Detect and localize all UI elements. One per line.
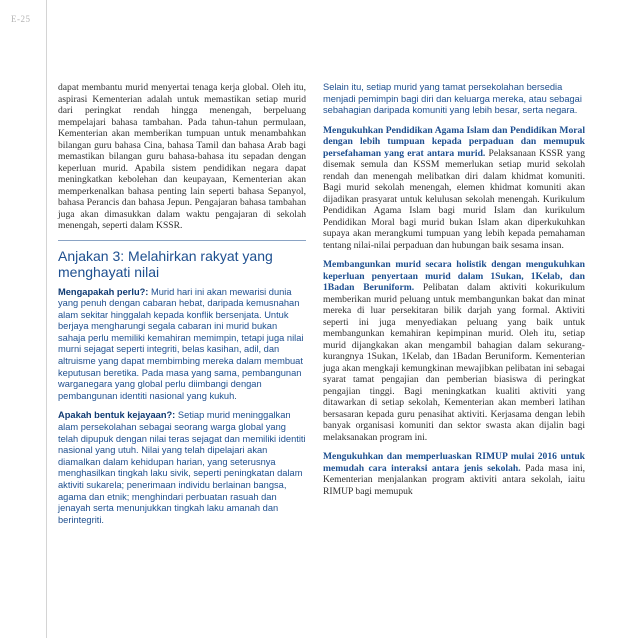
right-column <box>323 82 585 497</box>
left-column <box>58 82 306 526</box>
page-number: E-25 <box>11 14 31 24</box>
item1-text: Pelaksanaan KSSR yang disemak semula dan KSSM memerlukan setiap murid sekolah rendah dan menengah melibatkan diri dalam khidmat komuniti. Bagi murid sekolah menengah, elemen khidmat komuniti akan dijadikan prasyarat untuk kelulusan sekolah menengah. Kurikulum Pendidikan Agama Islam bagi murid Islam dan kurikulum Pendidikan Moral bagi murid bukan Islam akan diperkukuhkan supaya akan merangkumi tumpuan yang lebih kepada pemahaman tentang nilai-nilai perpaduan dan hubungan baik sesama insan. <box>323 147 585 251</box>
what-paragraph <box>58 410 306 526</box>
what-label: Apakah bentuk kejayaan?: <box>58 410 176 421</box>
intro-paragraph: dapat membantu murid menyertai tenaga kerja global. Oleh itu, aspirasi Kementerian adalah untuk memastikan setiap murid dari peringkat rendah hingga menengah, berpeluang mempelajari bahasa tambahan. Pada tahun-tahun permulaan, Kementerian akan memberikan tumpuan untuk menambahkan bilangan guru bahasa Cina, bahasa Tamil dan bahasa Arab bagi memastikan bilangan guru bahasa-bahasa itu sepadan dengan keperluan murid. Apabila sistem pendidikan negara dapat meningkatkan kebolehan dan keupayaan, Kementerian akan memperkenalkan bahasa penting lain seperti bahasa Sepanyol, bahasa Perancis dan bahasa Jepun. Pengajaran bahasa tambahan juga akan dimasukkan dalam waktu pengajaran di sekolah menengah, seperti dalam KSSR. <box>58 82 306 231</box>
item1-paragraph <box>323 125 585 252</box>
item1-heading: Mengukuhkan Pendidikan Agama Islam dan Pendidikan Moral dengan lebih tumpuan kepada perpaduan dan memupuk persefahaman yang erat antara murid. <box>323 124 585 159</box>
why-label: Mengapakah perlu?: <box>58 286 149 297</box>
item3-paragraph <box>323 451 585 497</box>
item3-heading: Mengukuhkan dan memperluaskan RIMUP mulai 2016 untuk memudah cara interaksi antara jenis sekolah. <box>323 451 585 474</box>
right-intro-paragraph: Selain itu, setiap murid yang tamat persekolahan bersedia menjadi pemimpin bagi diri dan keluarga mereka, atau sebagai sebahagian daripada komuniti yang lebih besar, serta negara. <box>323 82 582 116</box>
margin-rule <box>46 0 47 638</box>
item3-text: Pada masa ini, Kementerian menjalankan program aktiviti antara sekolah, iaitu RIMUP bagi memupuk <box>323 462 586 497</box>
why-paragraph <box>58 287 306 403</box>
section-heading: Anjakan 3: Melahirkan rakyat yang menghayati nilai <box>58 240 306 281</box>
item2-paragraph <box>323 259 585 443</box>
item2-text: Pelibatan dalam aktiviti kokurikulum memberikan murid peluang untuk membangunkan bakat dan minat mereka di luar persekitaran bilik darjah yang formal. Aktiviti seperti ini juga menyediakan peluang yang baik untuk membangunkan kemahiran kepimpinan murid. Oleh itu, setiap murid dijangkakan akan mengambil bahagian dalam sekurang-kurangnya 1Sukan, 1Kelab, dan 1Badan Beruniform. Kementerian juga akan mengkaji kemungkinan mewajibkan pelibatan ini sebagai syarat tamat pengajian dan pemberian biasiswa di peringkat pengajian tinggi. Bagi meningkatkan kualiti aktiviti yang ditawarkan di setiap sekolah, Kementerian akan memberi latihan bersasaran kepada guru penasihat aktiviti. Kerjasama dengan lebih banyak organisasi komuniti dan sektor swasta akan dijalin bagi melaksanakan program ini. <box>323 282 585 443</box>
what-text: Setiap murid meninggalkan alam persekolahan sebagai seorang warga global yang telah dipupuk dengan nilai teras sejagat dan memiliki identiti nasional yang utuh. Nilai yang telah dipelajari akan diamalkan dalam kehidupan harian, yang seterusnya menghasilkan tingkah laku sivik, seperti peningkatan dalam aktiviti sukarela; penerimaan individu berlainan bangsa, agama dan etnik; menghindari perbuatan rasuah dan jenayah serta menunjukkan tingkah laku amanah dan berintegriti. <box>58 410 306 525</box>
why-text: Murid hari ini akan mewarisi dunia yang penuh dengan cabaran hebat, daripada kemusnahan alam sekitar hinggalah kepada konflik bersenjata. Untuk berjaya mengharungi segala cabaran ini murid bukan sahaja perlu memiliki kemahiran memimpin, tetapi juga nilai murni sejagat seperti integriti, belas kasihan, adil, dan altruisme yang dapat membimbing mereka dalam membuat keputusan beretika. Pada masa yang sama, pembangunan warganegara yang global perlu diimbangi dengan pembangunan identiti nasional yang kukuh. <box>58 286 304 401</box>
item2-heading: Membangunkan murid secara holistik dengan mengukuhkan keperluan penyertaan murid dalam 1Sukan, 1Kelab, dan 1Badan Beruniform. <box>323 259 585 294</box>
